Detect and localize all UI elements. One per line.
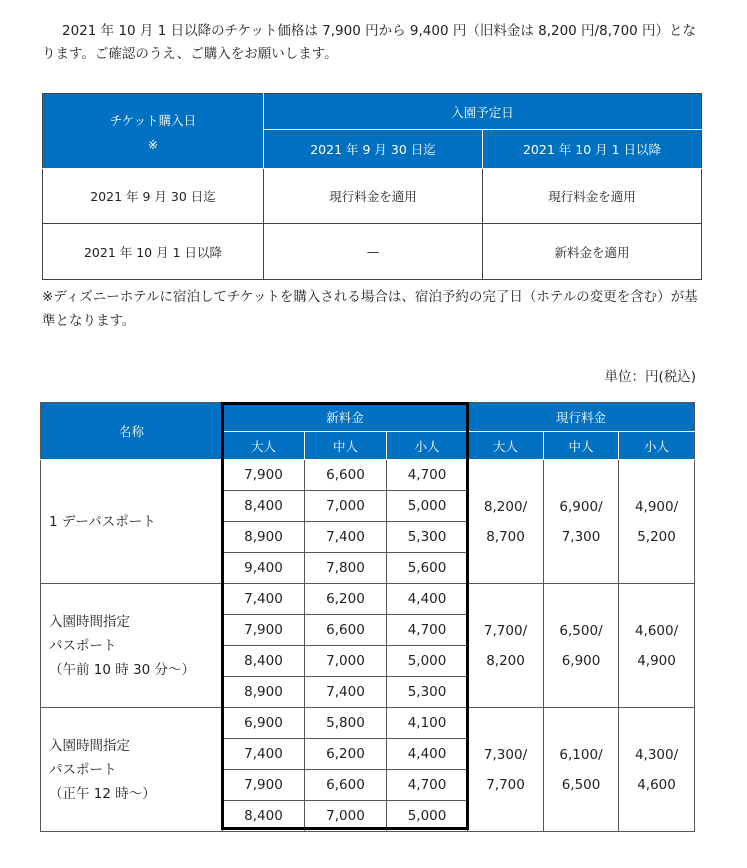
new-price-cell: 5,600 <box>387 553 468 584</box>
new-price-cell: 7,000 <box>305 491 387 522</box>
current-price-cell: 4,300/ 4,600 <box>619 708 695 832</box>
new-price-cell: 6,200 <box>305 739 387 770</box>
new-price-cell: 6,900 <box>223 708 305 739</box>
purchase-date-header <box>43 94 264 169</box>
age-header-middle: 中人 <box>544 432 619 460</box>
new-price-cell: 4,400 <box>387 739 468 770</box>
new-price-cell: 6,600 <box>305 615 387 646</box>
new-price-header: 新料金 <box>223 403 468 432</box>
new-price-cell: 5,300 <box>387 522 468 553</box>
hotel-note: ※ディズニーホテルに宿泊してチケットを購入される場合は、宿泊予約の完了日（ホテルの変更を含む）が基準となります。 <box>42 289 698 329</box>
new-price-cell: 7,900 <box>223 460 305 491</box>
table-row <box>41 584 695 615</box>
current-price-cell: 4,600/ 4,900 <box>619 584 695 708</box>
new-price-cell: 5,000 <box>387 801 468 832</box>
current-price-header: 現行料金 <box>468 403 695 432</box>
name-header: 名称 <box>41 403 223 460</box>
new-price-cell: 8,400 <box>223 801 305 832</box>
new-price-cell: 5,000 <box>387 646 468 677</box>
ticket-name: 入園時間指定 パスポート （午前 10 時 30 分～） <box>41 584 223 708</box>
visit-col-header: 2021 年 10 月 1 日以降 <box>483 130 702 169</box>
age-header-adult: 大人 <box>468 432 544 460</box>
table-row <box>43 169 702 224</box>
row-label: 2021 年 10 月 1 日以降 <box>43 224 264 280</box>
purchase-date-header-label: チケット購入日 <box>109 112 197 128</box>
new-price-cell: 4,700 <box>387 615 468 646</box>
table-cell: 現行料金を適用 <box>483 169 702 224</box>
table-row <box>41 708 695 739</box>
new-price-cell: 7,400 <box>305 677 387 708</box>
new-price-cell: 4,700 <box>387 770 468 801</box>
age-header-child: 小人 <box>387 432 468 460</box>
table-cell: — <box>264 224 483 280</box>
price-table-body <box>41 460 695 832</box>
new-price-cell: 8,900 <box>223 677 305 708</box>
ticket-name: 1 デーパスポート <box>41 460 223 584</box>
schedule-table <box>42 93 702 280</box>
current-price-cell: 7,700/ 8,200 <box>468 584 544 708</box>
age-header-middle: 中人 <box>305 432 387 460</box>
current-price-cell: 8,200/ 8,700 <box>468 460 544 584</box>
row-label: 2021 年 9 月 30 日迄 <box>43 169 264 224</box>
new-price-cell: 7,400 <box>305 522 387 553</box>
new-price-cell: 7,400 <box>223 739 305 770</box>
table-row <box>41 460 695 491</box>
intro-text: 2021 年 10 月 1 日以降のチケット価格は 7,900 円から 9,400 円（旧料金は 8,200 円/8,700 円）となります。ご確認のうえ、ご購入をお願いします。 <box>42 23 697 62</box>
table-cell: 現行料金を適用 <box>264 169 483 224</box>
new-price-cell: 7,000 <box>305 801 387 832</box>
new-price-cell: 5,300 <box>387 677 468 708</box>
current-price-cell: 6,900/ 7,300 <box>544 460 619 584</box>
new-price-cell: 9,400 <box>223 553 305 584</box>
visit-col-header: 2021 年 9 月 30 日迄 <box>264 130 483 169</box>
intro-paragraph <box>42 20 707 66</box>
new-price-cell: 8,400 <box>223 646 305 677</box>
new-price-cell: 4,400 <box>387 584 468 615</box>
table-row <box>43 224 702 280</box>
new-price-cell: 4,700 <box>387 460 468 491</box>
new-price-cell: 7,900 <box>223 770 305 801</box>
new-price-cell: 6,200 <box>305 584 387 615</box>
current-price-cell: 4,900/ 5,200 <box>619 460 695 584</box>
new-price-cell: 8,900 <box>223 522 305 553</box>
new-price-cell: 7,800 <box>305 553 387 584</box>
table-cell: 新料金を適用 <box>483 224 702 280</box>
current-price-cell: 7,300/ 7,700 <box>468 708 544 832</box>
current-price-cell: 6,500/ 6,900 <box>544 584 619 708</box>
new-price-cell: 8,400 <box>223 491 305 522</box>
purchase-date-header-mark: ※ <box>147 136 159 152</box>
new-price-cell: 4,100 <box>387 708 468 739</box>
ticket-name: 入園時間指定 パスポート （正午 12 時～） <box>41 708 223 832</box>
new-price-cell: 7,400 <box>223 584 305 615</box>
visit-date-header: 入園予定日 <box>264 94 702 130</box>
age-header-adult: 大人 <box>223 432 305 460</box>
price-table <box>40 402 695 832</box>
new-price-cell: 5,000 <box>387 491 468 522</box>
current-price-cell: 6,100/ 6,500 <box>544 708 619 832</box>
new-price-cell: 6,600 <box>305 770 387 801</box>
new-price-cell: 7,000 <box>305 646 387 677</box>
unit-label: 単位：円(税込) <box>604 369 696 385</box>
new-price-cell: 6,600 <box>305 460 387 491</box>
new-price-cell: 5,800 <box>305 708 387 739</box>
age-header-child: 小人 <box>619 432 695 460</box>
new-price-cell: 7,900 <box>223 615 305 646</box>
